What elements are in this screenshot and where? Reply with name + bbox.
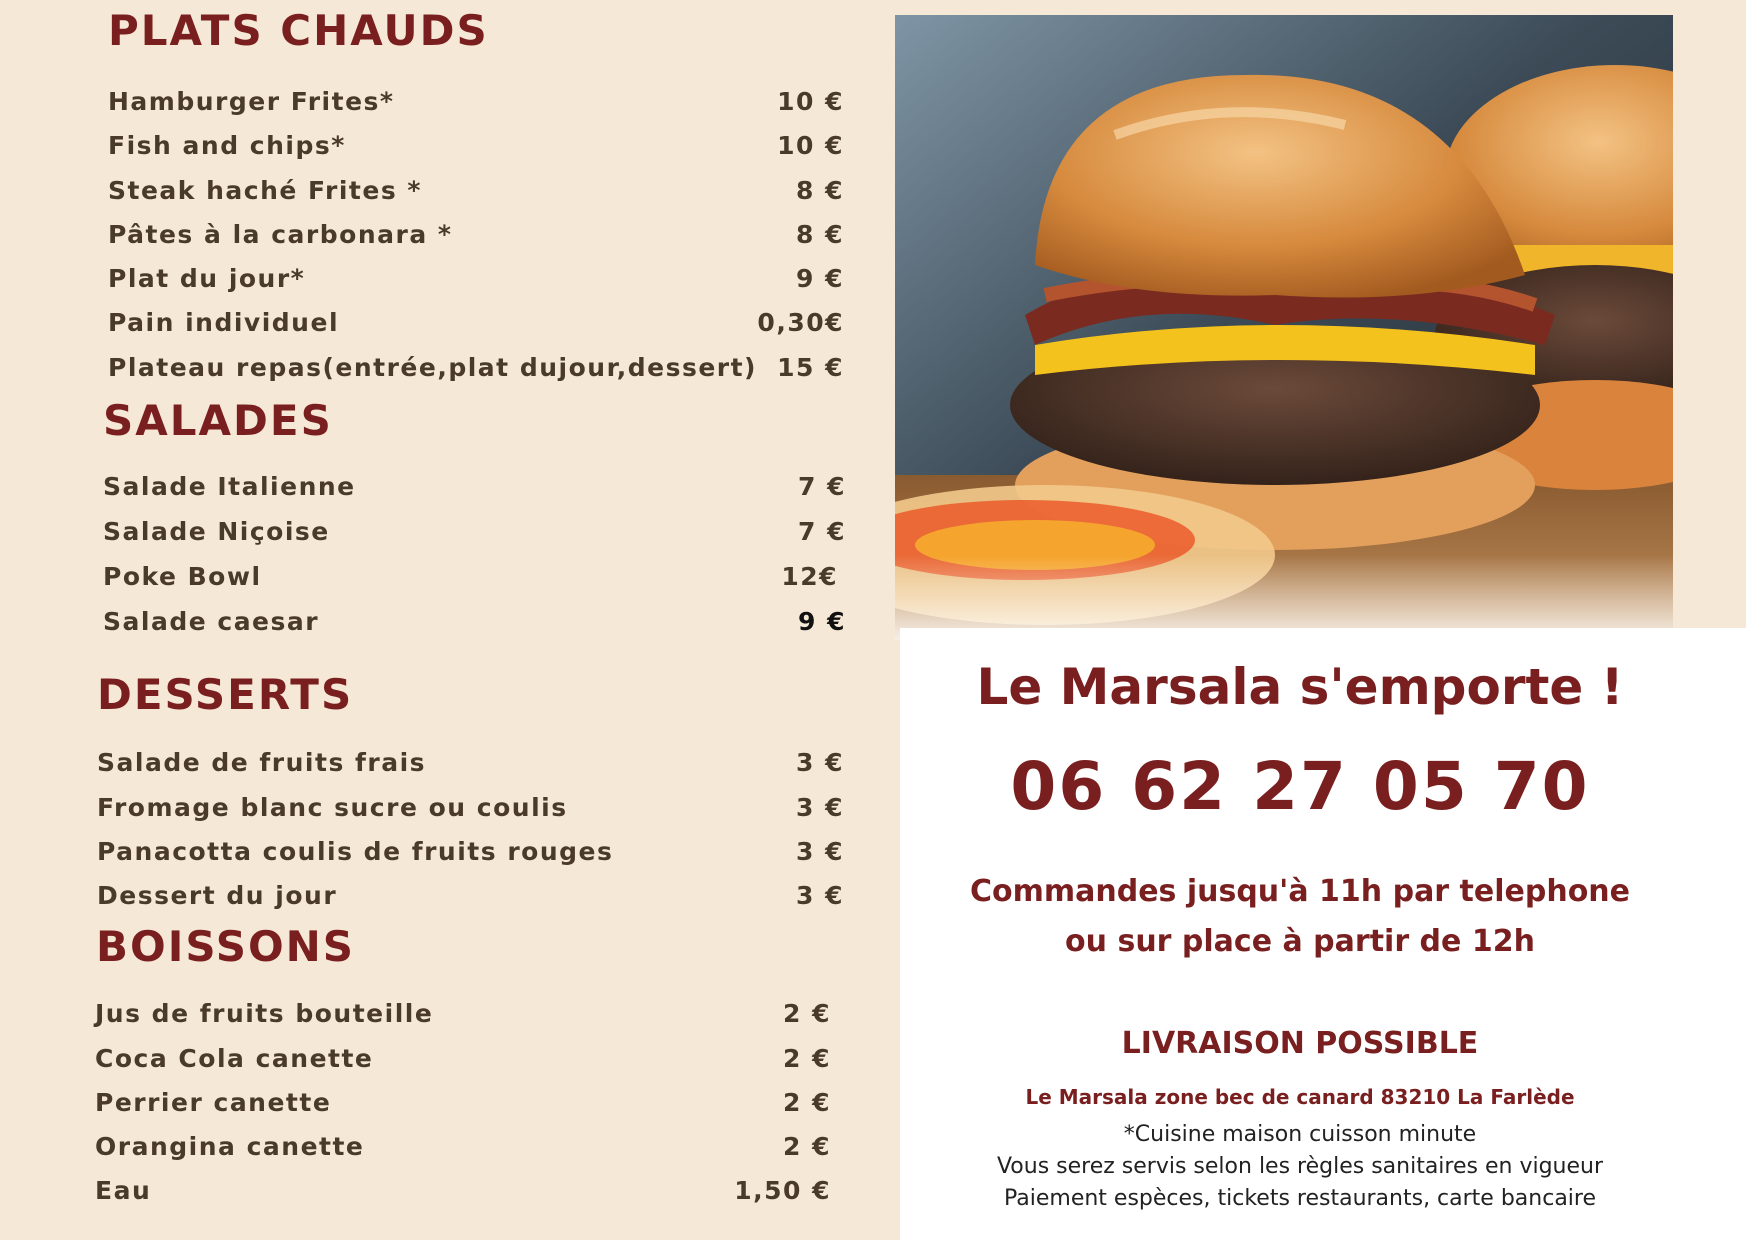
menu-item <box>95 1038 831 1078</box>
item-name: Dessert du jour <box>97 880 338 910</box>
item-price: 8 € <box>796 175 844 205</box>
item-name: Plateau repas(entrée,plat dujour,dessert) <box>108 352 757 382</box>
item-name: Salade de fruits frais <box>97 747 427 777</box>
takeaway-headline: Le Marsala s'emporte ! <box>976 658 1624 716</box>
item-name: Fish and chips* <box>108 130 346 160</box>
item-price: 7 € <box>798 516 846 546</box>
item-name: Fromage blanc sucre ou coulis <box>97 792 568 822</box>
delivery-notice: LIVRAISON POSSIBLE <box>1121 1026 1479 1061</box>
item-price: 10 € <box>777 86 844 116</box>
section-title-plats-chauds: PLATS CHAUDS <box>108 6 489 55</box>
item-price: 3 € <box>796 747 844 777</box>
item-price: 0,30€ <box>757 307 844 337</box>
burger-photo <box>895 15 1673 640</box>
menu-item <box>97 742 844 782</box>
menu-item <box>108 302 844 342</box>
section-title-desserts: DESSERTS <box>97 670 354 719</box>
section-title-salades: SALADES <box>103 396 333 445</box>
item-name: Jus de fruits bouteille <box>95 998 434 1028</box>
menu-item <box>95 1082 831 1122</box>
menu-item <box>97 875 844 915</box>
takeaway-info-panel <box>900 628 1746 1240</box>
item-price: 15 € <box>777 352 844 382</box>
menu-item <box>97 831 844 871</box>
menu-item <box>95 1126 831 1166</box>
orders-line-1: Commandes jusqu'à 11h par telephone <box>969 874 1631 909</box>
section-title-boissons: BOISSONS <box>96 922 356 971</box>
item-price: 8 € <box>796 219 844 249</box>
item-price: 3 € <box>796 792 844 822</box>
item-price: 12€ <box>781 561 838 591</box>
menu-item <box>97 787 844 827</box>
menu-item <box>108 214 844 254</box>
menu-item <box>108 81 844 121</box>
menu-item <box>108 125 844 165</box>
menu-item <box>108 258 844 298</box>
item-name: Hamburger Frites* <box>108 86 395 116</box>
item-name: Eau <box>95 1175 152 1205</box>
restaurant-address: Le Marsala zone bec de canard 83210 La Farlède <box>1025 1085 1575 1109</box>
item-price: 9 € <box>796 263 844 293</box>
phone-number: 06 62 27 05 70 <box>1010 748 1590 825</box>
item-name: Perrier canette <box>95 1087 332 1117</box>
item-name: Plat du jour* <box>108 263 306 293</box>
menu-item <box>108 170 844 210</box>
item-price: 2 € <box>783 1043 831 1073</box>
menu-item <box>103 466 846 506</box>
item-price: 2 € <box>783 1087 831 1117</box>
item-price: 2 € <box>783 998 831 1028</box>
item-name: Pâtes à la carbonara * <box>108 219 453 249</box>
item-name: Salade Niçoise <box>103 516 330 546</box>
item-price: 9 € <box>798 606 846 636</box>
note-payment-methods: Paiement espèces, tickets restaurants, carte bancaire <box>1003 1186 1597 1211</box>
item-price: 3 € <box>796 880 844 910</box>
item-name: Steak haché Frites * <box>108 175 422 205</box>
item-price: 3 € <box>796 836 844 866</box>
note-home-cooking: *Cuisine maison cuisson minute <box>1123 1122 1477 1147</box>
item-price: 10 € <box>777 130 844 160</box>
item-name: Pain individuel <box>108 307 340 337</box>
item-name: Panacotta coulis de fruits rouges <box>97 836 614 866</box>
item-name: Salade Italienne <box>103 471 356 501</box>
item-price: 7 € <box>798 471 846 501</box>
menu-item <box>108 347 844 387</box>
item-name: Coca Cola canette <box>95 1043 374 1073</box>
item-name: Salade caesar <box>103 606 320 636</box>
menu-item <box>103 511 846 551</box>
menu-item <box>95 993 831 1033</box>
item-price: 1,50 € <box>734 1175 831 1205</box>
orders-line-2: ou sur place à partir de 12h <box>1065 924 1535 959</box>
item-name: Orangina canette <box>95 1131 365 1161</box>
item-price: 2 € <box>783 1131 831 1161</box>
item-name: Poke Bowl <box>103 561 262 591</box>
burger-illustration <box>895 15 1673 640</box>
menu-item <box>95 1170 831 1210</box>
note-sanitary-rules: Vous serez servis selon les règles sanitaires en vigueur <box>996 1154 1604 1179</box>
menu-item <box>103 556 838 596</box>
menu-item <box>103 601 846 641</box>
